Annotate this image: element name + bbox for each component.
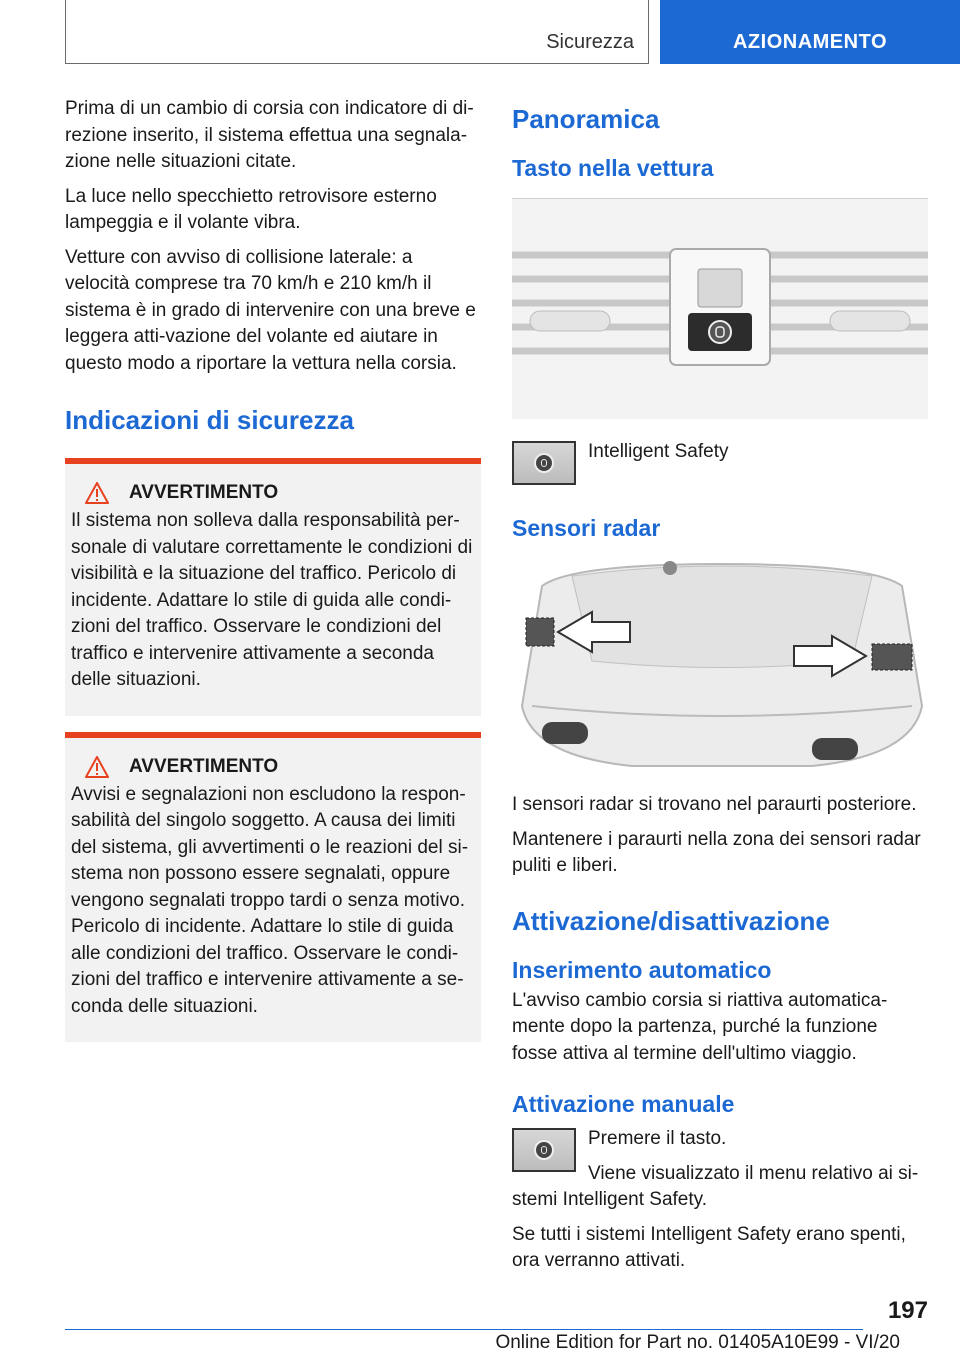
button-heading: Tasto nella vettura — [512, 155, 714, 181]
intro-paragraph: Prima di un cambio di corsia con indicatore di di-rezione inserito, il sistema effettua una segnala-zione nelle situazioni citate. — [65, 98, 474, 172]
warning-text: Il sistema non solleva dalla responsabilità per-sonale di valutare correttamente le condizioni di visibilità e la situazione del traffico. Pericolo di incidente. Adattare lo stile di guida alle condi-zioni del traffico. Osservare le condizioni del traffico e intervenire attivamente a seconda delle situazioni. — [71, 510, 473, 690]
intro-paragraph: La luce nello specchietto retrovisore esterno lampeggia e il volante vibra. — [65, 185, 437, 233]
safety-heading: Indicazioni di sicurezza — [65, 405, 354, 435]
warning-box — [65, 458, 481, 716]
radar-sensor-image — [512, 556, 928, 776]
button-caption: Intelligent Safety — [588, 441, 729, 462]
footer-divider — [65, 1329, 863, 1330]
warning-header — [71, 756, 475, 778]
left-column — [65, 96, 481, 1042]
overview-heading: Panoramica — [512, 104, 660, 134]
warning-header — [71, 482, 475, 504]
header-section-tab: Sicurezza — [65, 0, 649, 64]
warning-title: AVVERTIMENTO — [129, 755, 279, 777]
manual-step: Se tutti i sistemi Intelligent Safety erano spenti, ora verranno attivati. — [512, 1223, 906, 1271]
button-caption-row — [512, 439, 928, 485]
sensors-paragraph: I sensori radar si trovano nel paraurti posteriore. — [512, 794, 917, 815]
warning-title: AVVERTIMENTO — [129, 482, 279, 503]
manual-step-row — [512, 1126, 928, 1222]
manual-step: Premere il tasto. — [588, 1128, 727, 1149]
footer-edition: Online Edition for Part no. 01405A10E99 - VI/20 — [495, 1332, 900, 1353]
air-vent-illustration — [512, 199, 928, 419]
auto-activation-heading: Inserimento automatico — [512, 956, 772, 983]
dashboard-button-image — [512, 198, 928, 419]
activation-heading: Attivazione/disattivazione — [512, 905, 830, 936]
right-column — [512, 96, 928, 1283]
warning-triangle-icon — [85, 482, 109, 504]
warning-triangle-icon — [85, 756, 109, 778]
warning-text: Avvisi e segnalazioni non escludono la respon-sabilità del singolo soggetto. A causa dei limiti del sistema, gli avvertimenti o le reazioni del si-stema non possono essere segnalati, oppure vengono segnalati troppo tardi o senza motivo. Pericolo di incidente. Adattare lo stile di guida alle condizioni del traffico. Osservare le condi-zioni del traffico e intervenire attivamente a se-conda delle situazioni. — [71, 783, 469, 1017]
sensors-heading: Sensori radar — [512, 515, 661, 541]
auto-activation-text: L'avviso cambio corsia si riattiva automatica-mente dopo la partenza, purché la funzione fosse attiva al termine dell'ultimo viaggio. — [512, 989, 888, 1064]
intelligent-safety-button-icon — [512, 1128, 576, 1172]
intro-paragraph: Vetture con avviso di collisione laterale: a velocità comprese tra 70 km/h e 210 km/h il sistema è in grado di intervenire con una breve e leggera atti-vazione del volante ed aiutare in questo modo a riportare la vettura nella corsia. — [65, 246, 476, 374]
manual-activation-heading: Attivazione manuale — [512, 1091, 735, 1117]
manual-step: Viene visualizzato il menu relativo ai si-stemi Intelligent Safety. — [512, 1162, 919, 1210]
sensors-paragraph: Mantenere i paraurti nella zona dei sensori radar puliti e liberi. — [512, 828, 921, 876]
warning-box — [65, 732, 481, 1043]
intelligent-safety-button-icon — [512, 441, 576, 485]
header-chapter-tab[interactable]: AZIONAMENTO — [660, 0, 960, 64]
page-number: 197 — [887, 1297, 928, 1324]
car-rear-illustration — [512, 556, 928, 776]
